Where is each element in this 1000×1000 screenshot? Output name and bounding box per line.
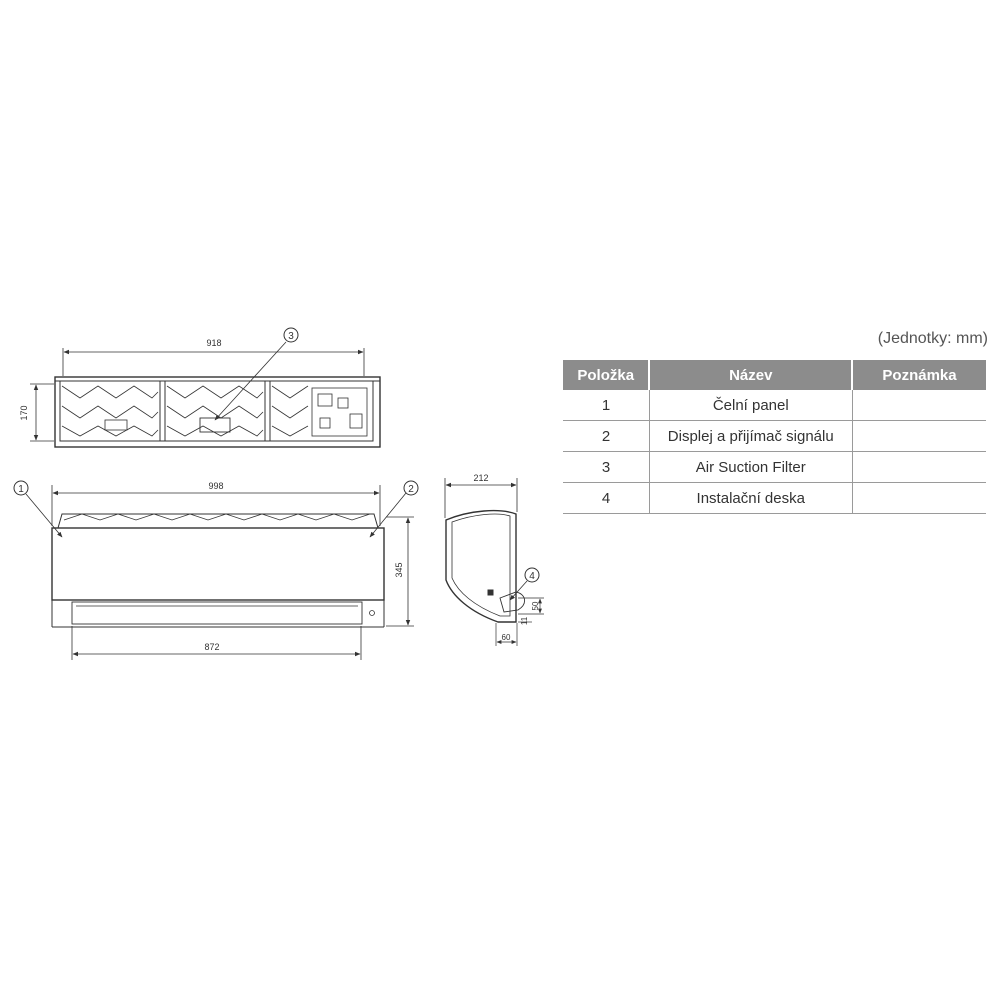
dim-front-bottom-width: 872 [204,642,220,652]
dim-top-width: 918 [206,338,222,348]
callout-2: 2 [408,484,414,495]
header-item: Položka [563,360,649,390]
header-note: Poznámka [852,360,986,390]
table-row [563,421,986,452]
row-name: Displej a přijímač signálu [649,421,852,452]
top-view [30,328,380,447]
row-item: 3 [563,452,649,483]
row-name: Air Suction Filter [649,452,852,483]
table-row [563,390,986,421]
callout-4: 4 [529,571,535,582]
units-label: (Jednotky: mm) [877,330,988,347]
dim-top-height: 170 [19,405,29,421]
table-row [563,452,986,483]
row-note [852,390,986,421]
row-note [852,421,986,452]
row-item: 4 [563,483,649,514]
dim-side-pipe-offset: 11 [520,616,529,626]
callout-3: 3 [288,331,294,342]
row-note [852,483,986,514]
dim-side-pipe-height: 50 [531,601,540,611]
row-name: Instalační deska [649,483,852,514]
row-note [852,452,986,483]
header-name: Název [649,360,852,390]
table-header-row [563,360,986,390]
side-view [445,478,544,646]
dim-side-depth: 212 [473,473,489,483]
row-item: 1 [563,390,649,421]
table-row [563,483,986,514]
front-view [14,481,418,660]
row-item: 2 [563,421,649,452]
dim-side-pipe-width: 60 [501,633,511,642]
parts-table [563,360,986,514]
callout-1: 1 [18,484,24,495]
dim-front-height: 345 [394,562,404,578]
dim-front-width: 998 [208,481,224,491]
row-name: Čelní panel [649,390,852,421]
